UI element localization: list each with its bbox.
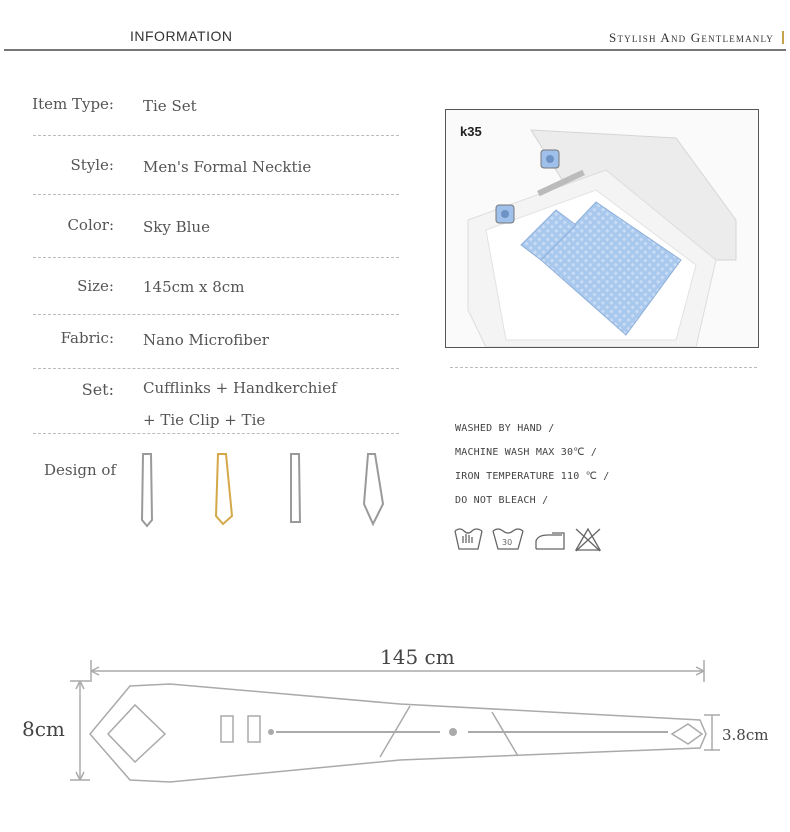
product-photo (445, 109, 759, 348)
care-icons (452, 523, 612, 555)
hand-wash-icon (455, 529, 482, 549)
spec-label-color: Color: (67, 216, 114, 234)
spec-label-size: Size: (77, 277, 114, 295)
width-label: 8cm (22, 717, 65, 741)
tie-design-option-2[interactable] (216, 454, 232, 524)
care-line-hand-wash: WASHED BY HAND / (455, 423, 555, 434)
tip-width-label: 3.8cm (722, 726, 769, 744)
row-divider (33, 368, 399, 369)
row-divider (33, 433, 399, 434)
do-not-bleach-icon (576, 529, 600, 551)
iron-icon (536, 533, 564, 549)
product-code: k35 (460, 124, 482, 139)
spec-value-size: 145cm x 8cm (143, 278, 245, 296)
spec-label-set: Set: (81, 380, 114, 399)
header-title-left: INFORMATION (130, 28, 233, 44)
header-accent-bar (782, 31, 784, 44)
spec-label-item-type: Item Type: (32, 95, 114, 113)
spec-value-fabric: Nano Microfiber (143, 331, 269, 349)
care-line-machine-wash: MACHINE WASH MAX 30℃ / (455, 447, 598, 458)
spec-value-color: Sky Blue (143, 218, 210, 236)
care-line-no-bleach: DO NOT BLEACH / (455, 495, 549, 506)
length-label: 145 cm (380, 645, 455, 669)
header-title-right: Stylish And Gentlemanly (609, 30, 774, 45)
header-divider (4, 49, 786, 51)
spec-value-item-type: Tie Set (143, 97, 197, 115)
spec-value-style: Men's Formal Necktie (143, 158, 312, 176)
tie-design-option-1[interactable] (142, 454, 152, 526)
spec-value-set-line2: + Tie Clip + Tie (143, 411, 266, 429)
row-divider (33, 194, 399, 195)
row-divider (33, 314, 399, 315)
design-label: Design of (44, 461, 117, 479)
care-line-iron: IRON TEMPERATURE 110 ℃ / (455, 471, 610, 482)
machine-wash-30-icon (493, 529, 523, 549)
tie-design-option-3[interactable] (291, 454, 300, 522)
tie-dimension-diagram (0, 650, 790, 832)
tie-design-option-4[interactable] (364, 454, 383, 524)
photo-divider (450, 367, 757, 368)
row-divider (33, 135, 399, 136)
row-divider (33, 257, 399, 258)
spec-value-set: Cufflinks + Handkerchief (143, 379, 337, 397)
design-options (130, 448, 400, 532)
wash-temp-text: 30 (502, 538, 513, 547)
spec-label-fabric: Fabric: (60, 329, 114, 347)
spec-label-style: Style: (70, 156, 114, 174)
